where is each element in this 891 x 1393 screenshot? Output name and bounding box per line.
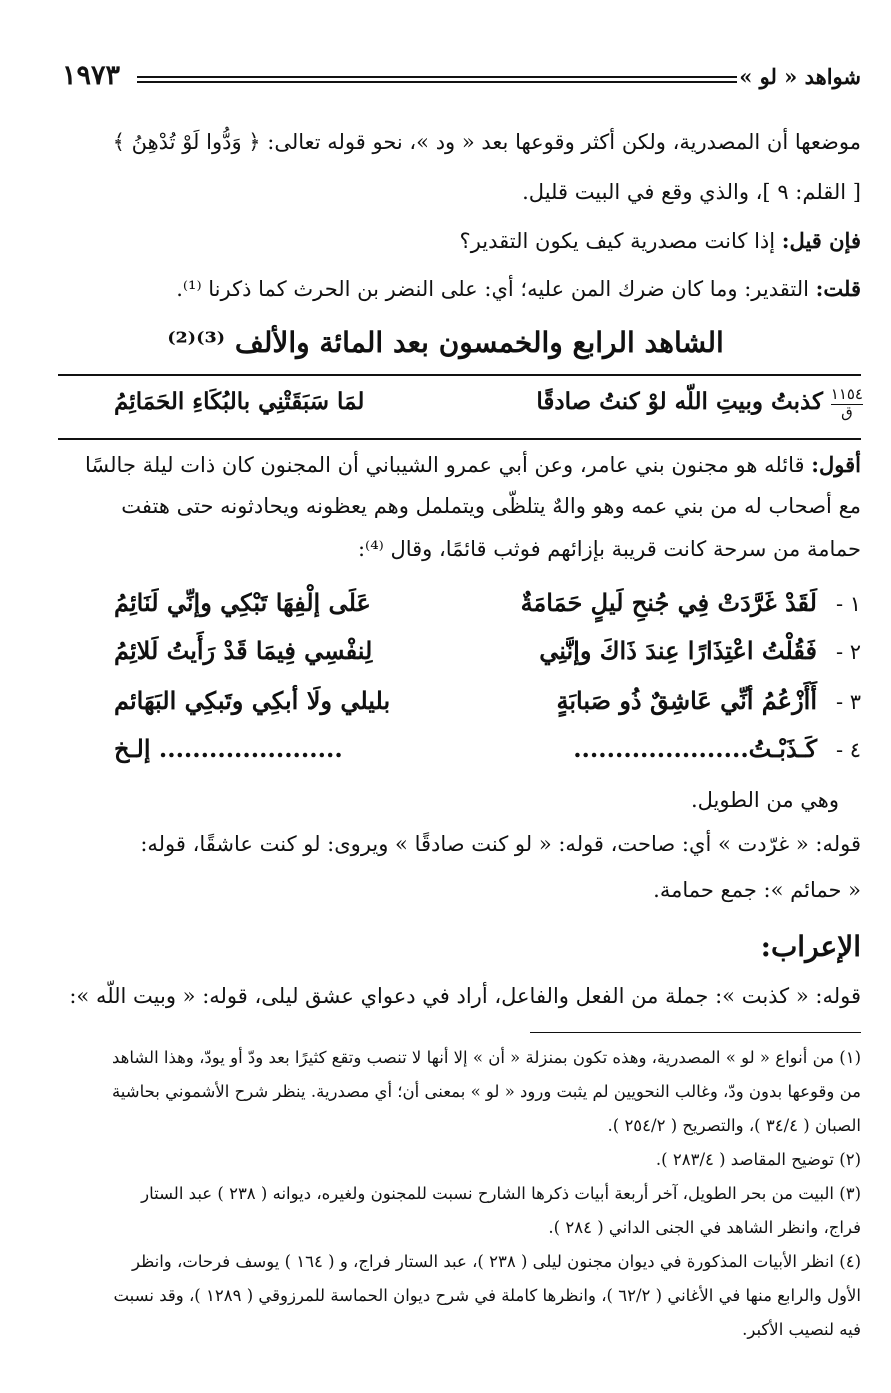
question-line (58, 228, 861, 253)
commentary-line-2: مع أصحاب له من بني عمه وهو والهٌ يتلظّى ويتململ وهم يعظونه ويحادثونه حتى هتفت (121, 494, 861, 518)
verse-hemistich-2: لمَا سَبَقَتْنِي بالبُكَاءِ الحَمَائِمُ (114, 388, 365, 415)
irab-line: قوله: « كذبت »: جملة من الفعل والفاعل، أراد في دعواي عشق ليلى، قوله: « وبيت اللّه »: (69, 984, 861, 1008)
poem-line-number: ٢ - (835, 640, 861, 664)
shahid-number-bottom: ق (831, 404, 863, 421)
poem-right-hemistich: أَأَزْعُمُ أنِّي عَاشِقٌ ذُو صَبابَةٍ (556, 686, 817, 715)
poem-right-hemistich: فَقُلْتُ اعْتِذَارًا عِندَ ذَاكَ وإنَّنِي (539, 636, 817, 665)
shahid-number-top: ١١٥٤ (830, 385, 863, 403)
footnote-line: الصبان ( ٣٤/٤ )، والتصريح ( ٢٥٤/٢ ). (607, 1116, 861, 1135)
footnote-line: فيه لنصيب الأكبر. (742, 1320, 861, 1339)
poem-line-number: ١ - (835, 592, 861, 616)
poem-left-hemistich: عَلَى إلْفِهَا تَبْكِي وإنِّي لَنَائِمُ (114, 588, 371, 617)
meter-note: وهي من الطويل. (690, 788, 839, 812)
answer-label: قلت: (815, 276, 861, 301)
shahid-title: الشاهد الرابع والخمسون بعد المائة والألف ⁽³⁾⁽²⁾ (167, 326, 724, 359)
poem-right-hemistich: كَـذَبْـتُ..................... (573, 734, 817, 763)
commentary-label: أقول: (811, 452, 861, 477)
commentary-line-1 (58, 452, 861, 477)
intro-line-2: [ القلم: ٩ ]، والذي وقع في البيت قليل. (522, 180, 861, 204)
poem-left-hemistich: ...................... إلـخ (114, 734, 343, 763)
irab-heading: الإعراب: (760, 930, 861, 963)
poem-line-number: ٣ - (835, 690, 861, 714)
poem-left-hemistich: بليلي ولَا أبكِي وتَبكِي البَهَائم (114, 686, 391, 715)
footnote-line: (٤) انظر الأبيات المذكورة في ديوان مجنون ليلى ( ٢٣٨ )، عبد الستار فراج، و ( ١٦٤ ) يوسف فرحات، وانظر (131, 1252, 861, 1271)
answer-line (58, 276, 861, 301)
intro-line-1: موضعها أن المصدرية، ولكن أكثر وقوعها بعد « ود »، نحو قوله تعالى: ﴿ وَدُّوا لَوْ تُدْهِنُ ﴾ (112, 130, 861, 154)
verse-hemistich-1: كذبتُ وبيتِ اللّه لوْ كنتُ صادقًا (536, 388, 823, 415)
footnote-rule (530, 1032, 861, 1033)
question-label: فإن قيل: (781, 228, 861, 253)
running-header-title: شواهد « لو » (739, 64, 861, 89)
commentary-text-1: قائله هو مجنون بني عامر، وعن أبي عمرو الشيباني أن المجنون كان ذات ليلة جالسًا (85, 453, 812, 477)
verse-top-rule (58, 374, 861, 376)
shahid-number (831, 387, 863, 421)
footnote-line: فراج، وانظر الشاهد في الجنى الداني ( ٢٨٤ ). (548, 1218, 861, 1237)
question-text: إذا كانت مصدرية كيف يكون التقدير؟ (459, 229, 782, 253)
answer-text: التقدير: وما كان ضرك المن عليه؛ أي: على النضر بن الحرث كما ذكرنا ⁽¹⁾. (176, 277, 816, 301)
footnote-line: من وقوعها بدون ودّ، وغالب النحويين لم يثبت ورود « لو » بمعنى أن؛ أي مصدرية. ينظر شرح الأشموني بحاشية (111, 1082, 861, 1101)
page-number: ١٩٧٣ (62, 60, 121, 91)
footnote-line: (١) من أنواع « لو » المصدرية، وهذه تكون بمنزلة « أن » إلا أنها لا تنصب وتقع كثيرًا بعد ودّ أو يودّ، وهذا الشاهد (111, 1048, 861, 1067)
commentary-line-3: حمامة من سرحة كانت قريبة بإزائهم فوثب قائمًا، وقال ⁽⁴⁾: (357, 537, 861, 561)
poem-left-hemistich: لِنفْسِي فِيمَا قَدْ رَأَيتُ لَلائِمُ (114, 636, 373, 665)
poem-line-number: ٤ - (835, 738, 861, 762)
footnote-line: الأول والرابع منها في الأغاني ( ٦٢/٢ )، وانظرها كاملة في شرح ديوان الحماسة للمرزوقي ( ١٢٨٩ )، وقد نسبت (113, 1286, 861, 1305)
footnote-line: (٢) توضيح المقاصد ( ٢٨٣/٤ ). (655, 1150, 861, 1169)
verse-bottom-rule (58, 438, 861, 440)
gloss-line-1: قوله: « غرّدت » أي: صاحت، قوله: « لو كنت صادقًا » ويروى: لو كنت عاشقًا، قوله: (140, 832, 861, 856)
footnote-line: (٣) البيت من بحر الطويل، آخر أربعة أبيات ذكرها الشارح نسبت للمجنون ولغيره، ديوانه ( ٢٣٨ ) عبد الستار (141, 1184, 861, 1203)
header-rule-lower (137, 81, 737, 83)
header-rule (137, 76, 737, 78)
poem-right-hemistich: لَقَدْ غَرَّدَتْ فِي جُنحِ لَيلٍ حَمَامَةٌ (520, 588, 817, 617)
gloss-line-2: « حمائم »: جمع حمامة. (653, 878, 861, 902)
